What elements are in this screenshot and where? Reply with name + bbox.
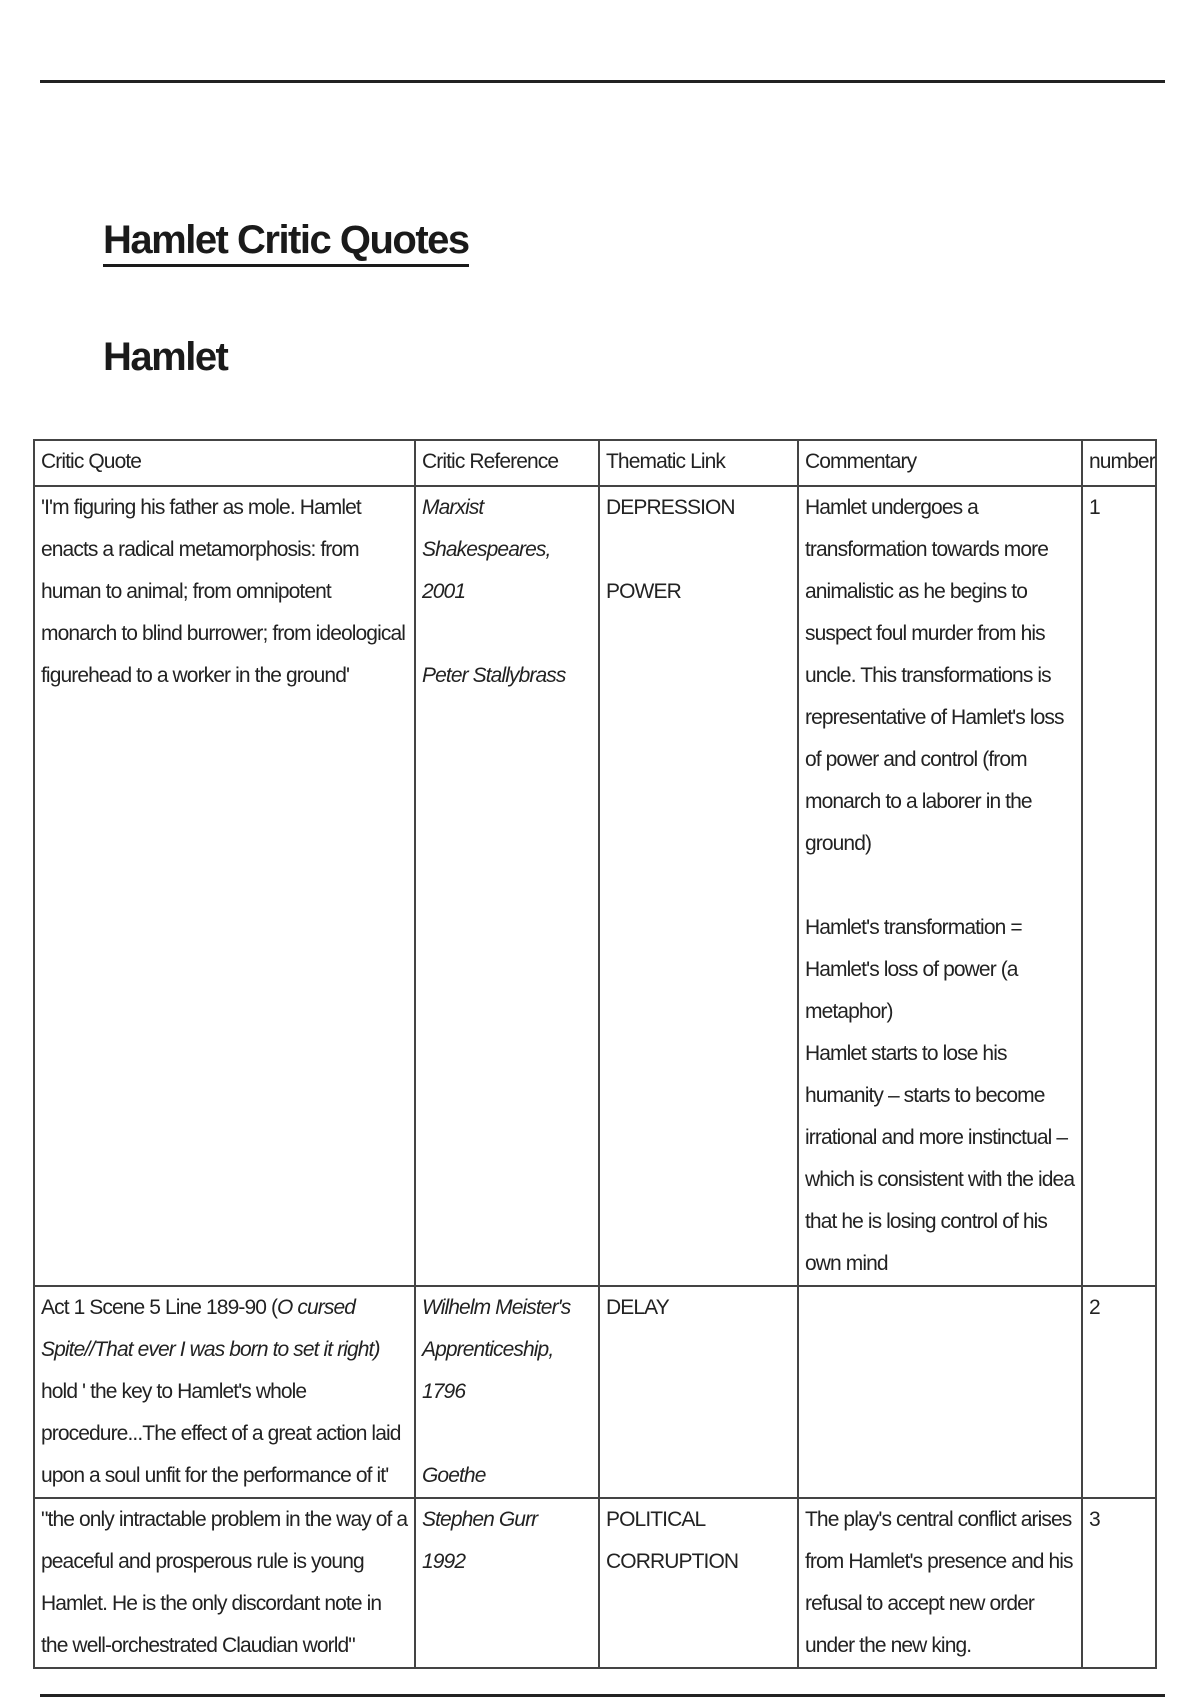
critic-quotes-table <box>33 439 1157 1669</box>
table-row <box>34 486 1156 1286</box>
quote-cell <box>34 1498 415 1668</box>
reference-year: 1992 <box>422 1550 466 1573</box>
top-rule <box>40 80 1165 83</box>
table-header-row <box>34 440 1156 486</box>
table-row <box>34 1498 1156 1668</box>
header-thematic-link: Thematic Link <box>599 440 798 486</box>
quote-cell <box>34 1286 415 1498</box>
commentary-cell <box>798 486 1082 1286</box>
document-subtitle: Hamlet <box>103 335 228 379</box>
number-cell: 3 <box>1082 1498 1156 1668</box>
quote-cell <box>34 486 415 1286</box>
number-cell: 2 <box>1082 1286 1156 1498</box>
header-critic-reference: Critic Reference <box>415 440 599 486</box>
quote-italic-text: O cursed Spite//That ever I was born to set it right) <box>41 1296 380 1361</box>
commentary-text: Hamlet undergoes a transformation towards more animalistic as he begins to suspect foul murder from his uncle. This transformations is representative of Hamlet's loss of power and control (from monarch to a laborer in the ground) <box>805 496 1064 855</box>
number-cell: 1 <box>1082 486 1156 1286</box>
theme-label: DEPRESSION <box>606 496 735 519</box>
reference-cell <box>415 486 599 1286</box>
reference-cell <box>415 1498 599 1668</box>
commentary-text: Hamlet starts to lose his humanity – starts to become irrational and more instinctual – which is consistent with the idea that he is losing control of his own mind <box>805 1042 1075 1275</box>
reference-critic: Goethe <box>422 1464 486 1487</box>
document-title: Hamlet Critic Quotes <box>103 218 469 267</box>
commentary-text: Hamlet's transformation = Hamlet's loss of power (a metaphor) <box>805 916 1022 1023</box>
header-critic-quote: Critic Quote <box>34 440 415 486</box>
reference-source: Marxist Shakespeares, 2001 <box>422 496 551 603</box>
commentary-cell <box>798 1286 1082 1498</box>
quote-text: 'I'm figuring his father as mole. Hamlet enacts a radical metamorphosis: from human to animal; from omnipotent monarch to blind burrower; from ideological figurehead to a worker in the ground' <box>41 496 405 687</box>
quote-text: Act 1 Scene 5 Line 189-90 ( <box>41 1296 278 1319</box>
header-number: number <box>1082 440 1156 486</box>
commentary-text: The play's central conflict arises from Hamlet's presence and his refusal to accept new order under the new king. <box>805 1508 1073 1657</box>
table-row <box>34 1286 1156 1498</box>
theme-label: POWER <box>606 580 681 603</box>
reference-critic: Peter Stallybrass <box>422 664 566 687</box>
bottom-rule <box>40 1694 1165 1697</box>
theme-label: POLITICAL CORRUPTION <box>606 1508 739 1573</box>
theme-cell <box>599 1286 798 1498</box>
header-commentary: Commentary <box>798 440 1082 486</box>
commentary-cell <box>798 1498 1082 1668</box>
quote-text: hold ' the key to Hamlet's whole procedure...The effect of a great action laid upon a soul unfit for the performance of it' <box>41 1380 401 1487</box>
reference-critic: Stephen Gurr <box>422 1508 538 1531</box>
theme-label: DELAY <box>606 1296 669 1319</box>
quote-text: "the only intractable problem in the way of a peaceful and prosperous rule is young Hamlet. He is the only discordant note in the well-orchestrated Claudian world" <box>41 1508 408 1657</box>
theme-cell <box>599 486 798 1286</box>
reference-source: Wilhelm Meister's Apprenticeship, 1796 <box>422 1296 571 1403</box>
reference-cell <box>415 1286 599 1498</box>
theme-cell <box>599 1498 798 1668</box>
